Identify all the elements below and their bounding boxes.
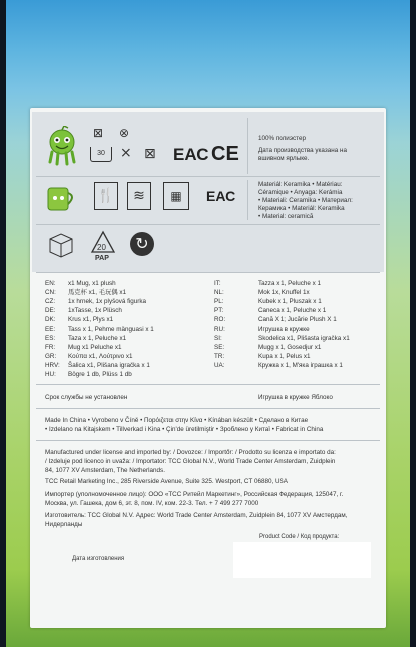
lang-text: x1 Mug, x1 plush bbox=[68, 280, 116, 287]
ceramic-line: • Material: ceramică bbox=[258, 213, 314, 220]
lang-code: CN: bbox=[45, 289, 56, 296]
eac-mark: ЕАС bbox=[173, 145, 209, 164]
no-dryclean-icon: ⊠ bbox=[144, 146, 156, 162]
manufacturer-line-4: TCC Retail Marketing Inc., 285 Riverside Avenue, Suite 325. Westport, CT 06880, USA bbox=[45, 478, 288, 485]
lang-code: CZ: bbox=[45, 298, 56, 305]
divider-h4 bbox=[36, 384, 380, 385]
lang-code: HRV: bbox=[45, 362, 60, 369]
product-name-ru: Игрушка в кружке Яблоко bbox=[258, 394, 333, 401]
food-safe-icon: 🍴 bbox=[94, 182, 118, 210]
ceramic-line: Céramique • Anyaga: Kerámia bbox=[258, 189, 343, 196]
lang-text: Krus x1, Plys x1 bbox=[68, 316, 114, 323]
lang-text: Skodelica x1, Plišasta igračka x1 bbox=[258, 335, 350, 342]
ceramic-line: • Materiali: Ceramika • Материал: bbox=[258, 197, 353, 204]
material-note-3: вшивном ярлыке. bbox=[258, 155, 310, 162]
lang-code: FR: bbox=[45, 344, 56, 351]
material-note-2: Дата производства указана на bbox=[258, 147, 347, 154]
lang-text: Cană X 1; Jucărie Plush X 1 bbox=[258, 316, 337, 323]
lang-text: Tass x 1, Pehme mänguasi x 1 bbox=[68, 326, 154, 333]
divider-h5 bbox=[36, 408, 380, 409]
lang-text: Mug x1 Peluche x1 bbox=[68, 344, 122, 351]
lang-code: DE: bbox=[45, 307, 56, 314]
dishwasher-icon: ▦ bbox=[163, 182, 189, 210]
divider-h1 bbox=[36, 176, 380, 177]
lang-text: Игрушка в кружке bbox=[258, 326, 310, 333]
lang-text: Tazza x 1, Peluche x 1 bbox=[258, 280, 322, 287]
lang-text: Mok 1x, Knuffel 1x bbox=[258, 289, 310, 296]
material-note-1: 100% полиэстер bbox=[258, 135, 306, 142]
lang-text: Taza x 1, Peluche x1 bbox=[68, 335, 127, 342]
maker-ru-line-1: Изготовитель: TCC Global N.V. Адрес: World Trade Center Amsterdam, Zuidplein 84, 1077 XV Амстердам, bbox=[45, 512, 348, 519]
recycle-code: 20 bbox=[97, 243, 106, 252]
no-iron-icon: ⨯ bbox=[120, 145, 132, 161]
divider-v1 bbox=[247, 118, 248, 174]
lang-code: EN: bbox=[45, 280, 56, 287]
recycle-label: PAP bbox=[95, 255, 109, 262]
lang-text: 1x hrnek, 1x plyšová figurka bbox=[68, 298, 147, 305]
mug-icon bbox=[44, 182, 78, 214]
lang-code: GR: bbox=[45, 353, 57, 360]
microwave-wave-icon: ≋ bbox=[127, 182, 151, 210]
box-edge-left bbox=[0, 0, 6, 647]
lang-code: PL: bbox=[214, 298, 224, 305]
lang-text: Κούπα x1, Λούτρινο x1 bbox=[68, 353, 133, 360]
green-dot-icon: ↻ bbox=[130, 232, 154, 256]
divider-h3 bbox=[36, 272, 380, 273]
lang-text: Šalica x1, Plišana igračka x 1 bbox=[68, 362, 150, 369]
divider-h2 bbox=[36, 224, 380, 225]
made-in-line-2: • Izdelano na Kitajskem • Tillverkad i Kina • Çin'de üretilmiştir • Зроблено у Китаї • Fabricat in China bbox=[45, 426, 324, 433]
importer-ru-line-2: Москва, ул. Гашека, дом 6, эт. 8, пом. IV, ком. 22-3. Тел. + 7 499 277 7000 bbox=[45, 500, 259, 507]
eac-mark-2: ЕАС bbox=[206, 188, 236, 204]
lang-code: EE: bbox=[45, 326, 56, 333]
ceramic-line: Materiál: Keramika • Matériau: bbox=[258, 181, 343, 188]
apple-mascot-icon bbox=[44, 126, 80, 166]
divider-v2 bbox=[247, 180, 248, 220]
lang-code: HU: bbox=[45, 371, 56, 378]
lang-code: SE: bbox=[214, 344, 225, 351]
no-tumble-dry-icon: ⊗ bbox=[119, 126, 130, 140]
lang-code: NL: bbox=[214, 289, 224, 296]
lang-code: RU: bbox=[214, 326, 225, 333]
lang-text: Mugg x 1, Gosedjur x1 bbox=[258, 344, 322, 351]
shelf-life: Срок службы не установлен bbox=[45, 394, 128, 401]
box-icon bbox=[46, 230, 76, 258]
lang-code: TR: bbox=[214, 353, 225, 360]
lang-text: 馬克杯 x1, 毛玩偶 x1 bbox=[68, 289, 127, 296]
manufacturer-line-3: 84, 1077 XV Amsterdam, The Netherlands. bbox=[45, 467, 165, 474]
lang-code: IT: bbox=[214, 280, 221, 287]
lang-code: RO: bbox=[214, 316, 226, 323]
lang-text: Bögre 1 db, Plüss 1 db bbox=[68, 371, 132, 378]
box-edge-right bbox=[410, 0, 416, 647]
no-bleach-icon: ⊠ bbox=[93, 126, 104, 140]
lang-code: PT: bbox=[214, 307, 224, 314]
lang-code: UA: bbox=[214, 362, 225, 369]
lang-text: Caneca x 1, Peluche x 1 bbox=[258, 307, 327, 314]
importer-ru-line-1: Импортер (уполномоченное лицо): ООО «ТСС Ритейл Маркетинг», Российская Федерация, 125047, г. bbox=[45, 491, 344, 498]
divider-h6 bbox=[36, 440, 380, 441]
maker-ru-line-2: Нидерланды bbox=[45, 521, 83, 528]
lang-text: 1xTasse, 1x Plüsch bbox=[68, 307, 122, 314]
product-code-box bbox=[233, 542, 371, 578]
made-in-line-1: Made In China • Vyrobeno v Číně • Порόιζεται στην Κίνα • Kínában készült • Сделано в Китае bbox=[45, 417, 309, 424]
lang-text: Kubek x 1, Pluszak x 1 bbox=[258, 298, 322, 305]
lang-code: SI: bbox=[214, 335, 222, 342]
lang-text: Кружка x 1, М'яка іграшка x 1 bbox=[258, 362, 343, 369]
ce-mark: CE bbox=[211, 143, 239, 165]
wash-30-icon: 30 bbox=[90, 147, 112, 162]
lang-code: ES: bbox=[45, 335, 56, 342]
product-code-label: Product Code / Код продукта: bbox=[259, 534, 340, 540]
lang-code: DK: bbox=[45, 316, 56, 323]
manufacture-date-label: Дата изготовления bbox=[72, 556, 125, 562]
lang-text: Kupa x 1, Pelus x1 bbox=[258, 353, 311, 360]
ceramic-line: Керамика • Materiál: Keramika bbox=[258, 205, 345, 212]
manufacturer-line-1: Manufactured under license and imported by: / Dovozce: / Importőr: / Prodotto su licenza e importato da: bbox=[45, 449, 336, 456]
manufacturer-line-2: / Izdeluje pod licenco in uvaža: / Importator: TCC Global N.V., World Trade Center Amsterdam, Zuidplein bbox=[45, 458, 336, 465]
